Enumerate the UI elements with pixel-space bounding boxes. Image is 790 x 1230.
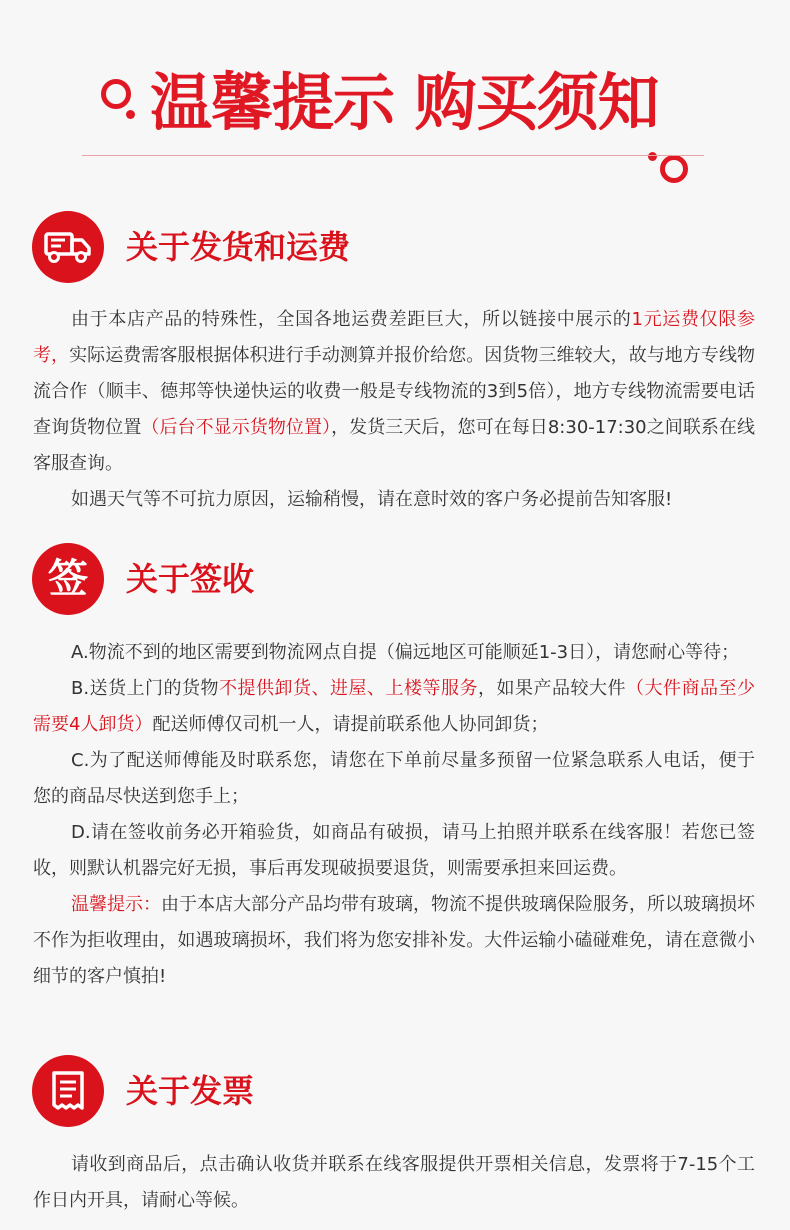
section-signing-header bbox=[32, 543, 732, 615]
highlight-text: 1元运费仅限参考， bbox=[33, 309, 755, 366]
tip-text: 由于本店大部分产品均带有玻璃，物流不提供玻璃保险服务，所以玻璃损坏不作为拒收理由，如遇玻璃损坏，我们将为您安排补发。大件运输小磕碰难免，请在意微小细节的客户慎拍! bbox=[33, 894, 755, 987]
text-run: ，发货三天后，您可在每日8:30-17:30之间联系在线客服查询。 bbox=[33, 417, 756, 474]
section-title: 关于发货和运费 bbox=[126, 228, 351, 266]
signing-item-d: D.请在签收前务必开箱验货，如商品有破损，请马上拍照并联系在线客服！若您已签收，则默认机器完好无损，事后再发现破损要退货，则需要承担来回运费。 bbox=[33, 822, 755, 879]
sign-icon bbox=[32, 543, 104, 615]
text-run: B.送货上门的货物 bbox=[71, 678, 220, 699]
invoice-icon bbox=[32, 1055, 104, 1127]
shipping-paragraph-1 bbox=[33, 302, 755, 482]
signing-item-a: A.物流不到的地区需要到物流网点自提（偏远地区可能顺延1-3日），请您耐心等待； bbox=[71, 642, 740, 663]
highlight-text: （大件商品至少需要4人卸货） bbox=[33, 678, 756, 735]
signing-text bbox=[33, 635, 755, 995]
section-shipping-header bbox=[32, 211, 732, 283]
signing-item-c: C.为了配送师傅能及时联系您，请您在下单前尽量多预留一位紧急联系人电话，便于您的商品尽快送到您手上； bbox=[33, 750, 755, 807]
text-run: 实际运费需客服根据体积进行手动测算并报价给您。因货物三维较大，故与地方专线物流合作（顺丰、德邦等快递快运的收费一般是专线物流的3到5倍），地方专线物流需要电话查询货物位置 bbox=[33, 345, 756, 438]
tip-label: 温馨提示： bbox=[71, 894, 161, 915]
decor-dot-icon bbox=[648, 152, 657, 161]
text-run: 配送师傅仅司机一人，请提前联系他人协同卸货； bbox=[152, 714, 549, 735]
invoice-text bbox=[33, 1147, 755, 1219]
highlight-text: （后台不显示货物位置） bbox=[141, 417, 332, 438]
signing-tip bbox=[33, 887, 755, 995]
decor-ring-icon bbox=[101, 79, 131, 109]
signing-item-b bbox=[33, 671, 755, 743]
text-run: ，如果产品较大件 bbox=[478, 678, 627, 699]
highlight-text: 不提供卸货、进屋、上楼等服务 bbox=[219, 678, 479, 699]
section-title: 关于签收 bbox=[126, 560, 255, 598]
truck-icon bbox=[32, 211, 104, 283]
section-title: 关于发票 bbox=[126, 1072, 255, 1110]
shipping-paragraph-2: 如遇天气等不可抗力原因，运输稍慢，请在意时效的客户务必提前告知客服! bbox=[71, 489, 673, 510]
page-title: 温馨提示 购买须知 bbox=[150, 66, 659, 139]
text-run: 由于本店产品的特殊性，全国各地运费差距巨大，所以链接中展示的 bbox=[71, 309, 632, 330]
decor-dot-icon bbox=[126, 110, 135, 119]
sign-icon-glyph: 签 bbox=[48, 556, 88, 602]
invoice-paragraph-1: 请收到商品后，点击确认收货并联系在线客服提供开票相关信息，发票将于7-15个工作日内开具，请耐心等候。 bbox=[33, 1154, 755, 1211]
shipping-text bbox=[33, 302, 755, 518]
decor-ring-icon bbox=[660, 155, 688, 183]
page-header bbox=[0, 60, 790, 140]
header-divider bbox=[82, 155, 704, 156]
section-invoice-header bbox=[32, 1055, 732, 1127]
